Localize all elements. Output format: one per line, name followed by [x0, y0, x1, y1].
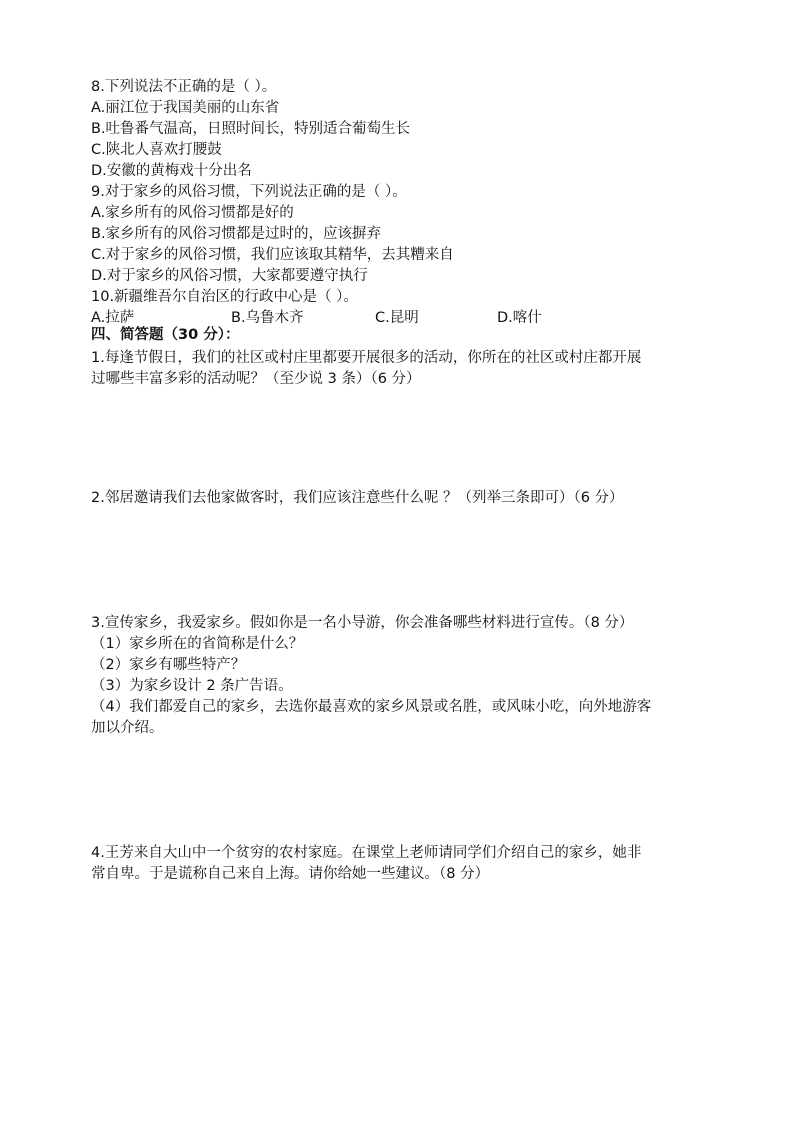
short-answer-4-line-2: 常自卑。于是谎称自己来自上海。请你给她一些建议。（8 分） [91, 866, 490, 882]
question-10-option-a: A.拉萨 [91, 310, 135, 326]
short-answer-3-sub-1: （1）家乡所在的省简称是什么？ [91, 636, 304, 652]
question-10-stem: 10.新疆维吾尔自治区的行政中心是（ ）。 [91, 289, 358, 305]
question-9-stem: 9.对于家乡的风俗习惯，下列说法正确的是（ ）。 [91, 184, 407, 200]
short-answer-3-sub-4-line-2: 加以介绍。 [91, 720, 164, 736]
short-answer-3-sub-3: （3）为家乡设计 2 条广告语。 [91, 678, 293, 694]
question-10-option-d: D.喀什 [497, 310, 542, 326]
question-10-option-c: C.昆明 [375, 310, 419, 326]
question-9-option-b: B.家乡所有的风俗习惯都是过时的，应该摒弃 [91, 226, 382, 242]
short-answer-1-line-2: 过哪些丰富多彩的活动呢？（至少说 3 条）（6 分） [91, 371, 421, 387]
question-10-option-b: B.乌鲁木齐 [231, 310, 304, 326]
question-8-option-b: B.吐鲁番气温高，日照时间长，特别适合葡萄生长 [91, 121, 411, 137]
question-9-option-c: C.对于家乡的风俗习惯，我们应该取其精华，去其糟来自 [91, 247, 454, 263]
question-8-option-c: C.陕北人喜欢打腰鼓 [91, 142, 222, 158]
question-8-option-d: D.安徽的黄梅戏十分出名 [91, 163, 252, 179]
short-answer-3-sub-4-line-1: （4）我们都爱自己的家乡，去选你最喜欢的家乡风景或名胜，或风味小吃，向外地游客 [91, 699, 652, 715]
short-answer-3-sub-2: （2）家乡有哪些特产？ [91, 657, 246, 673]
question-9-option-d: D.对于家乡的风俗习惯，大家都要遵守执行 [91, 268, 368, 284]
short-answer-1-line-1: 1.每逢节假日，我们的社区或村庄里都要开展很多的活动，你所在的社区或村庄都开展 [91, 350, 642, 366]
short-answer-3-line-1: 3.宣传家乡，我爱家乡。假如你是一名小导游，你会准备哪些材料进行宣传。（8 分） [91, 615, 634, 631]
short-answer-2-line-1: 2.邻居邀请我们去他家做客时，我们应该注意些什么呢 ？（列举三条即可）（6 分） [91, 490, 624, 506]
question-8-option-a: A.丽江位于我国美丽的山东省 [91, 100, 280, 116]
section-4-heading: 四、简答题（30 分）： [91, 327, 240, 343]
question-8-stem: 8.下列说法不正确的是（ ）。 [91, 79, 277, 95]
question-9-option-a: A.家乡所有的风俗习惯都是好的 [91, 205, 294, 221]
short-answer-4-line-1: 4.王芳来自大山中一个贫穷的农村家庭。在课堂上老师请同学们介绍自己的家乡，她非 [91, 845, 642, 861]
